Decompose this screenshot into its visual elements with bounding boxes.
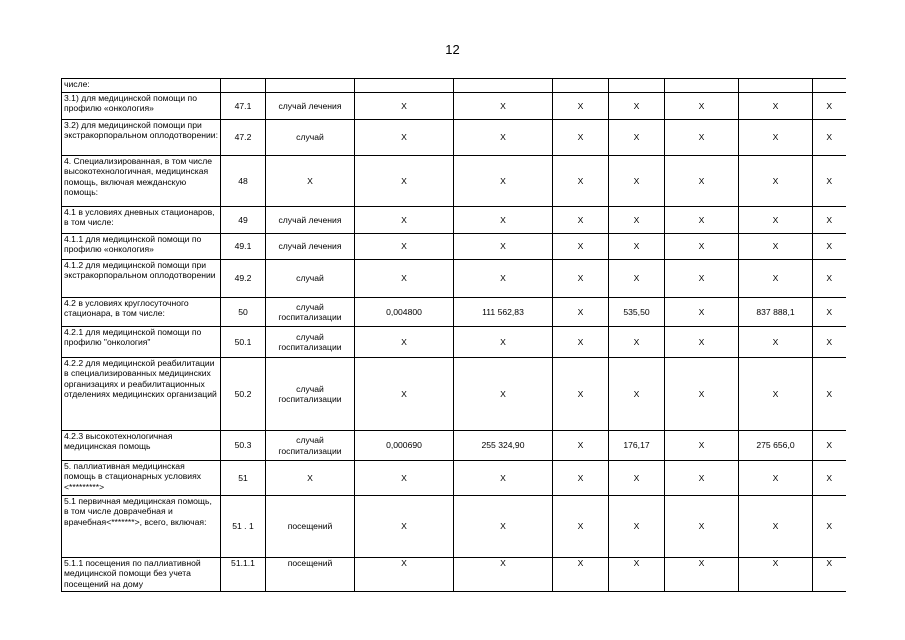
row-value-7: X bbox=[813, 558, 846, 592]
row-value-6 bbox=[739, 79, 813, 93]
row-code: 47.1 bbox=[221, 93, 266, 120]
row-value-6: X bbox=[739, 461, 813, 496]
row-value-3: X bbox=[553, 156, 609, 207]
table-row bbox=[62, 358, 846, 431]
row-value-2: X bbox=[454, 558, 553, 592]
row-name: 3.1) для медицинской помощи по профилю «онкология» bbox=[62, 93, 221, 120]
row-value-5: X bbox=[665, 120, 739, 156]
row-name: 4. Специализированная, в том числе высокотехнологичная, медицинская помощь, включая межданскую помощь: bbox=[62, 156, 221, 207]
table-body bbox=[62, 79, 846, 592]
row-unit: случай bbox=[266, 120, 355, 156]
row-value-5 bbox=[665, 79, 739, 93]
row-value-5: X bbox=[665, 461, 739, 496]
row-value-3: X bbox=[553, 496, 609, 558]
row-value-7: X bbox=[813, 156, 846, 207]
row-value-7: X bbox=[813, 327, 846, 358]
row-value-6: X bbox=[739, 358, 813, 431]
row-value-6: X bbox=[739, 207, 813, 234]
row-unit: случай госпитализации bbox=[266, 431, 355, 461]
row-unit: случай лечения bbox=[266, 93, 355, 120]
row-value-5: X bbox=[665, 358, 739, 431]
table-row bbox=[62, 156, 846, 207]
row-value-5: X bbox=[665, 207, 739, 234]
row-value-4: X bbox=[609, 207, 665, 234]
row-code: 51 bbox=[221, 461, 266, 496]
row-value-5: X bbox=[665, 93, 739, 120]
row-unit: X bbox=[266, 156, 355, 207]
row-code: 50 bbox=[221, 298, 266, 327]
row-code bbox=[221, 79, 266, 93]
row-unit: случай госпитализации bbox=[266, 358, 355, 431]
row-code: 49.2 bbox=[221, 260, 266, 298]
row-value-6: X bbox=[739, 120, 813, 156]
row-value-4: X bbox=[609, 358, 665, 431]
row-value-3: X bbox=[553, 298, 609, 327]
row-value-6: X bbox=[739, 327, 813, 358]
row-value-3: X bbox=[553, 327, 609, 358]
row-value-6: X bbox=[739, 496, 813, 558]
row-value-4: X bbox=[609, 234, 665, 260]
table-row bbox=[62, 79, 846, 93]
row-code: 49.1 bbox=[221, 234, 266, 260]
row-value-7: X bbox=[813, 461, 846, 496]
row-value-4: X bbox=[609, 93, 665, 120]
row-value-4: 176,17 bbox=[609, 431, 665, 461]
row-value-1: X bbox=[355, 207, 454, 234]
row-value-5: X bbox=[665, 327, 739, 358]
row-value-1: 0,000690 bbox=[355, 431, 454, 461]
row-name: числе: bbox=[62, 79, 221, 93]
row-value-5: X bbox=[665, 496, 739, 558]
table-row bbox=[62, 93, 846, 120]
row-value-1: X bbox=[355, 156, 454, 207]
row-value-6: X bbox=[739, 260, 813, 298]
row-value-6: X bbox=[739, 558, 813, 592]
row-value-7: X bbox=[813, 298, 846, 327]
row-name: 4.2 в условиях круглосуточного стационара, в том числе: bbox=[62, 298, 221, 327]
row-value-7: X bbox=[813, 358, 846, 431]
row-value-2: X bbox=[454, 120, 553, 156]
row-value-3: X bbox=[553, 431, 609, 461]
row-value-2: X bbox=[454, 156, 553, 207]
row-value-3: X bbox=[553, 93, 609, 120]
row-name: 4.2.2 для медицинской реабилитации в специализированных медицинских организациях и реабилитационных отделениях медицинских организаций bbox=[62, 358, 221, 431]
row-value-2: 111 562,83 bbox=[454, 298, 553, 327]
row-unit: случай bbox=[266, 260, 355, 298]
row-value-7: X bbox=[813, 496, 846, 558]
row-name: 5.1.1 посещения по паллиативной медицинской помощи без учета посещений на дому bbox=[62, 558, 221, 592]
row-value-1: X bbox=[355, 496, 454, 558]
row-code: 50.2 bbox=[221, 358, 266, 431]
row-value-2: X bbox=[454, 496, 553, 558]
row-value-7: X bbox=[813, 120, 846, 156]
row-code: 47.2 bbox=[221, 120, 266, 156]
row-value-7: X bbox=[813, 93, 846, 120]
row-value-3: X bbox=[553, 234, 609, 260]
row-value-4: X bbox=[609, 558, 665, 592]
row-code: 49 bbox=[221, 207, 266, 234]
row-value-5: X bbox=[665, 558, 739, 592]
row-value-3: X bbox=[553, 120, 609, 156]
table-row bbox=[62, 327, 846, 358]
row-value-1: 0,004800 bbox=[355, 298, 454, 327]
table-row bbox=[62, 461, 846, 496]
row-value-1: X bbox=[355, 120, 454, 156]
row-code: 50.1 bbox=[221, 327, 266, 358]
row-value-3 bbox=[553, 79, 609, 93]
page-number: 12 bbox=[445, 42, 460, 57]
row-value-5: X bbox=[665, 260, 739, 298]
row-unit bbox=[266, 79, 355, 93]
row-value-4: X bbox=[609, 120, 665, 156]
row-value-4: X bbox=[609, 156, 665, 207]
row-value-7: X bbox=[813, 260, 846, 298]
row-value-6: X bbox=[739, 156, 813, 207]
row-value-4: X bbox=[609, 461, 665, 496]
row-value-6: X bbox=[739, 234, 813, 260]
row-value-2: X bbox=[454, 207, 553, 234]
row-value-2: X bbox=[454, 234, 553, 260]
row-code: 50.3 bbox=[221, 431, 266, 461]
row-value-5: X bbox=[665, 234, 739, 260]
row-value-7: X bbox=[813, 207, 846, 234]
row-value-5: X bbox=[665, 298, 739, 327]
row-unit: случай госпитализации bbox=[266, 327, 355, 358]
row-code: 51 . 1 bbox=[221, 496, 266, 558]
row-name: 4.2.1 для медицинской помощи по профилю "онкология" bbox=[62, 327, 221, 358]
row-name: 4.2.3 высокотехнологичная медицинская помощь bbox=[62, 431, 221, 461]
row-unit: посещений bbox=[266, 496, 355, 558]
row-value-1: X bbox=[355, 358, 454, 431]
row-value-2: X bbox=[454, 327, 553, 358]
row-value-1: X bbox=[355, 461, 454, 496]
row-name: 4.1.2 для медицинской помощи при экстракорпоральном оплодотворении bbox=[62, 260, 221, 298]
row-value-1: X bbox=[355, 93, 454, 120]
row-value-4: X bbox=[609, 327, 665, 358]
row-value-6: 275 656,0 bbox=[739, 431, 813, 461]
row-value-7 bbox=[813, 79, 846, 93]
row-value-2: X bbox=[454, 93, 553, 120]
row-value-4: X bbox=[609, 260, 665, 298]
table-row bbox=[62, 260, 846, 298]
row-value-2: X bbox=[454, 461, 553, 496]
table-row bbox=[62, 431, 846, 461]
row-value-6: X bbox=[739, 93, 813, 120]
row-value-2: 255 324,90 bbox=[454, 431, 553, 461]
row-unit: случай лечения bbox=[266, 207, 355, 234]
row-name: 4.1.1 для медицинской помощи по профилю «онкология» bbox=[62, 234, 221, 260]
row-value-1: X bbox=[355, 558, 454, 592]
table-row bbox=[62, 496, 846, 558]
row-value-6: 837 888,1 bbox=[739, 298, 813, 327]
row-value-5: X bbox=[665, 156, 739, 207]
table-row bbox=[62, 207, 846, 234]
row-unit: случай лечения bbox=[266, 234, 355, 260]
row-value-3: X bbox=[553, 558, 609, 592]
row-value-1: X bbox=[355, 260, 454, 298]
row-value-1: X bbox=[355, 234, 454, 260]
row-value-3: X bbox=[553, 207, 609, 234]
row-value-3: X bbox=[553, 358, 609, 431]
row-unit: посещений bbox=[266, 558, 355, 592]
row-value-3: X bbox=[553, 461, 609, 496]
table-row bbox=[62, 234, 846, 260]
row-name: 5. паллиативная медицинская помощь в стационарных условиях <*********> bbox=[62, 461, 221, 496]
row-code: 51.1.1 bbox=[221, 558, 266, 592]
row-value-2: X bbox=[454, 260, 553, 298]
row-value-7: X bbox=[813, 431, 846, 461]
table-row bbox=[62, 120, 846, 156]
row-value-3: X bbox=[553, 260, 609, 298]
row-code: 48 bbox=[221, 156, 266, 207]
row-value-1: X bbox=[355, 327, 454, 358]
row-name: 5.1 первичная медицинская помощь, в том числе доврачебная и врачебная<*******>, всего, включая: bbox=[62, 496, 221, 558]
row-name: 3.2) для медицинской помощи при экстракорпоральном оплодотворении: bbox=[62, 120, 221, 156]
row-unit: случай госпитализации bbox=[266, 298, 355, 327]
row-value-5: X bbox=[665, 431, 739, 461]
row-value-4: X bbox=[609, 496, 665, 558]
row-name: 4.1 в условиях дневных стационаров, в том числе: bbox=[62, 207, 221, 234]
row-value-2: X bbox=[454, 358, 553, 431]
row-value-7: X bbox=[813, 234, 846, 260]
table-row bbox=[62, 298, 846, 327]
table-row bbox=[62, 558, 846, 592]
row-value-2 bbox=[454, 79, 553, 93]
tariff-table bbox=[61, 78, 846, 592]
row-value-4: 535,50 bbox=[609, 298, 665, 327]
row-value-1 bbox=[355, 79, 454, 93]
row-value-4 bbox=[609, 79, 665, 93]
row-unit: X bbox=[266, 461, 355, 496]
